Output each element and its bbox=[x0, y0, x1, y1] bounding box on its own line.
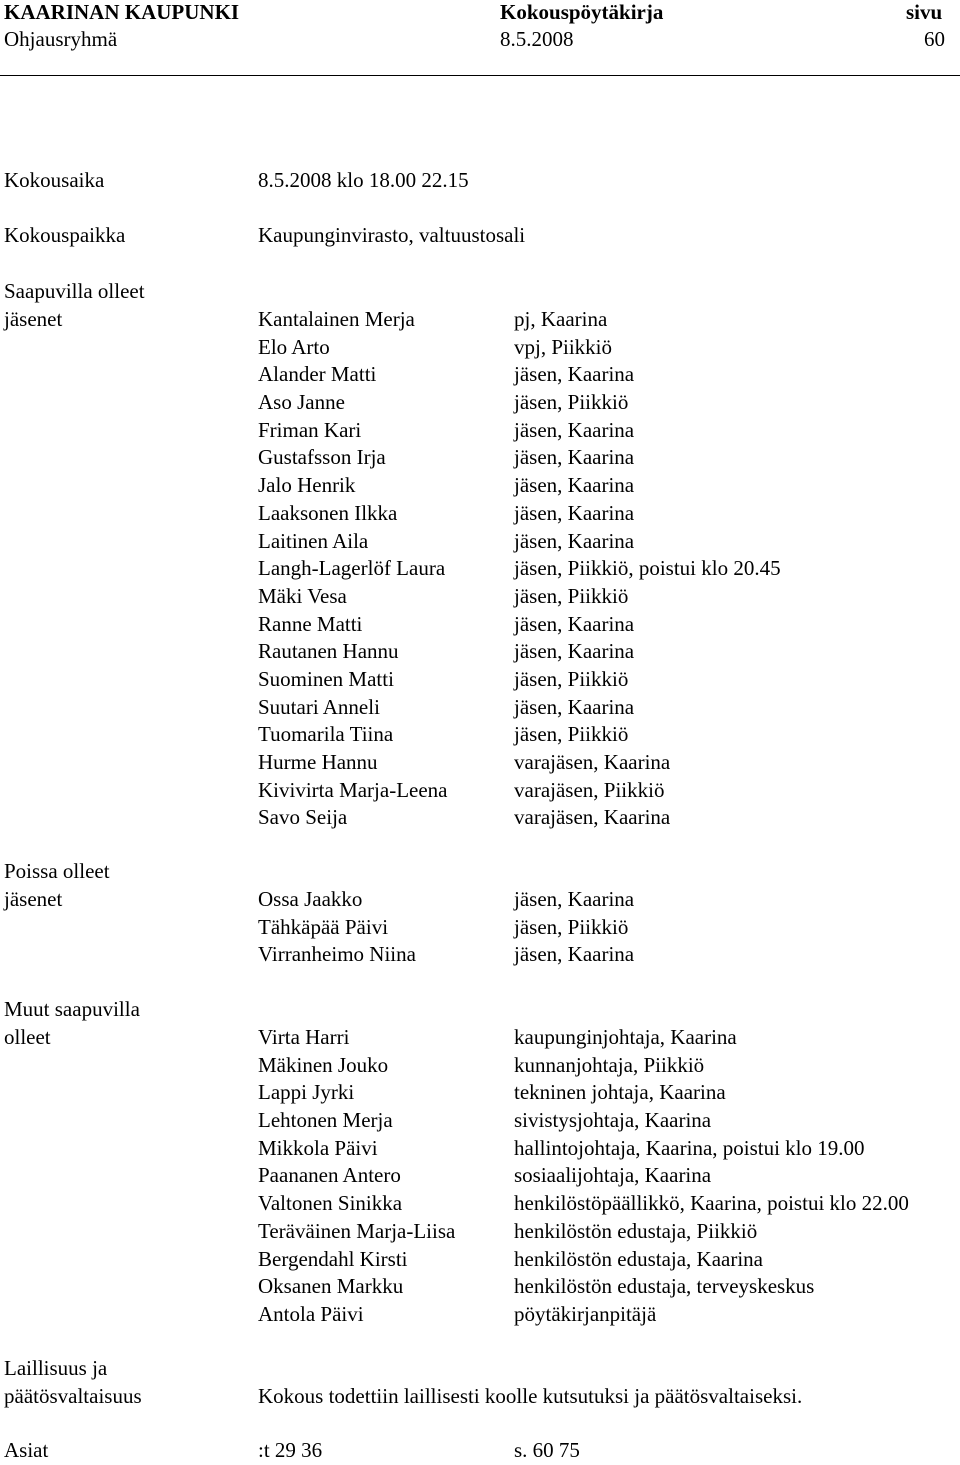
present-role: jäsen, Kaarina bbox=[514, 611, 635, 636]
present-name: Suominen Matti bbox=[258, 666, 394, 691]
others-names-list bbox=[258, 1024, 455, 1329]
others-name: Teräväinen Marja-Liisa bbox=[258, 1218, 456, 1243]
others-role: henkilöstön edustaja, Piikkiö bbox=[514, 1218, 758, 1243]
absent-roles-list bbox=[514, 886, 634, 969]
present-name: Laitinen Aila bbox=[258, 528, 369, 553]
others-name: Antola Päivi bbox=[258, 1301, 364, 1326]
header-date: 8.5.2008 bbox=[500, 27, 574, 51]
others-role: tekninen johtaja, Kaarina bbox=[514, 1080, 726, 1105]
matters-pages: s. 60 75 bbox=[514, 1438, 580, 1462]
absent-name: Ossa Jaakko bbox=[258, 887, 363, 911]
present-role: varajäsen, Piikkiö bbox=[514, 777, 665, 802]
present-name: Savo Seija bbox=[258, 805, 348, 830]
matters-sections: :t 29 36 bbox=[258, 1438, 323, 1462]
meeting-time-label: Kokousaika bbox=[4, 168, 105, 192]
absent-role: jäsen, Piikkiö bbox=[514, 914, 629, 939]
present-name: Alander Matti bbox=[258, 362, 377, 387]
present-label-line1: Saapuvilla olleet bbox=[4, 279, 145, 303]
absent-label-line2: jäsenet bbox=[4, 887, 63, 911]
present-role: varajäsen, Kaarina bbox=[514, 805, 671, 830]
others-name: Bergendahl Kirsti bbox=[258, 1246, 408, 1271]
document-type: Kokouspöytäkirja bbox=[500, 0, 664, 24]
others-role: henkilöstön edustaja, terveyskeskus bbox=[514, 1274, 815, 1299]
org-name: KAARINAN KAUPUNKI bbox=[4, 0, 240, 24]
others-role: sivistysjohtaja, Kaarina bbox=[514, 1108, 712, 1133]
matters-label: Asiat bbox=[4, 1438, 49, 1462]
present-name: Friman Kari bbox=[258, 417, 362, 442]
meeting-place-label: Kokouspaikka bbox=[4, 223, 126, 247]
present-role: vpj, Piikkiö bbox=[514, 334, 613, 359]
present-role: jäsen, Kaarina bbox=[514, 528, 635, 553]
others-name: Lappi Jyrki bbox=[258, 1080, 355, 1105]
present-name: Laaksonen Ilkka bbox=[258, 500, 398, 525]
others-role: kunnanjohtaja, Piikkiö bbox=[514, 1052, 705, 1077]
body-name: Ohjausryhmä bbox=[4, 27, 118, 51]
legality-label-line2: päätösvaltaisuus bbox=[4, 1384, 142, 1408]
present-role: jäsen, Kaarina bbox=[514, 473, 635, 498]
others-role: henkilöstön edustaja, Kaarina bbox=[514, 1246, 764, 1271]
meeting-place-value: Kaupunginvirasto, valtuustosali bbox=[258, 223, 526, 247]
header-divider bbox=[0, 75, 960, 76]
absent-names-list bbox=[258, 886, 416, 969]
others-name: Mäkinen Jouko bbox=[258, 1052, 389, 1077]
present-role: jäsen, Kaarina bbox=[514, 500, 635, 525]
present-role: jäsen, Piikkiö bbox=[514, 583, 629, 608]
present-names-list bbox=[258, 306, 448, 832]
meeting-time-value: 8.5.2008 klo 18.00 22.15 bbox=[258, 168, 469, 192]
present-name: Hurme Hannu bbox=[258, 750, 378, 774]
present-name: Rautanen Hannu bbox=[258, 639, 399, 664]
present-name: Kivivirta Marja-Leena bbox=[258, 777, 448, 802]
others-role: kaupunginjohtaja, Kaarina bbox=[514, 1025, 737, 1049]
others-role: hallintojohtaja, Kaarina, poistui klo 19.00 bbox=[514, 1135, 865, 1160]
others-roles-list bbox=[514, 1024, 909, 1329]
present-role: jäsen, Kaarina bbox=[514, 417, 635, 442]
others-name: Virta Harri bbox=[258, 1025, 350, 1049]
present-role: jäsen, Piikkiö bbox=[514, 666, 629, 691]
present-role: jäsen, Piikkiö bbox=[514, 722, 629, 747]
present-name: Kantalainen Merja bbox=[258, 307, 415, 331]
legality-text: Kokous todettiin laillisesti koolle kutsutuksi ja päätösvaltaiseksi. bbox=[258, 1384, 803, 1408]
present-name: Mäki Vesa bbox=[258, 583, 347, 608]
others-name: Lehtonen Merja bbox=[258, 1108, 393, 1133]
present-roles-list bbox=[514, 306, 781, 832]
present-name: Langh-Lagerlöf Laura bbox=[258, 556, 446, 581]
page-number: 60 bbox=[924, 27, 945, 51]
legality-label-line1: Laillisuus ja bbox=[4, 1356, 108, 1380]
present-role: jäsen, Piikkiö bbox=[514, 390, 629, 415]
others-name: Oksanen Markku bbox=[258, 1274, 404, 1299]
present-role: jäsen, Kaarina bbox=[514, 362, 635, 387]
others-role: pöytäkirjanpitäjä bbox=[514, 1301, 657, 1326]
page-label: sivu bbox=[906, 0, 943, 24]
present-name: Aso Janne bbox=[258, 390, 345, 415]
present-role: jäsen, Kaarina bbox=[514, 694, 635, 719]
absent-role: jäsen, Kaarina bbox=[514, 887, 635, 911]
present-role: jäsen, Kaarina bbox=[514, 445, 635, 470]
present-name: Gustafsson Irja bbox=[258, 445, 386, 470]
present-name: Elo Arto bbox=[258, 334, 330, 359]
present-label-line2: jäsenet bbox=[4, 307, 63, 331]
present-role: varajäsen, Kaarina bbox=[514, 750, 671, 774]
present-name: Jalo Henrik bbox=[258, 473, 356, 498]
others-label-line1: Muut saapuvilla bbox=[4, 997, 140, 1021]
absent-label-line1: Poissa olleet bbox=[4, 859, 110, 883]
present-role: jäsen, Piikkiö, poistui klo 20.45 bbox=[514, 556, 781, 581]
present-name: Suutari Anneli bbox=[258, 694, 380, 719]
absent-role: jäsen, Kaarina bbox=[514, 942, 635, 967]
present-name: Tuomarila Tiina bbox=[258, 722, 394, 747]
present-name: Ranne Matti bbox=[258, 611, 363, 636]
others-name: Valtonen Sinikka bbox=[258, 1191, 403, 1216]
others-name: Mikkola Päivi bbox=[258, 1135, 378, 1160]
present-role: pj, Kaarina bbox=[514, 307, 608, 331]
absent-name: Virranheimo Niina bbox=[258, 942, 416, 967]
others-name: Paananen Antero bbox=[258, 1163, 401, 1188]
present-role: jäsen, Kaarina bbox=[514, 639, 635, 664]
others-label-line2: olleet bbox=[4, 1025, 51, 1049]
others-role: henkilöstöpäällikkö, Kaarina, poistui klo 22.00 bbox=[514, 1191, 909, 1216]
absent-name: Tähkäpää Päivi bbox=[258, 914, 389, 939]
others-role: sosiaalijohtaja, Kaarina bbox=[514, 1163, 712, 1188]
